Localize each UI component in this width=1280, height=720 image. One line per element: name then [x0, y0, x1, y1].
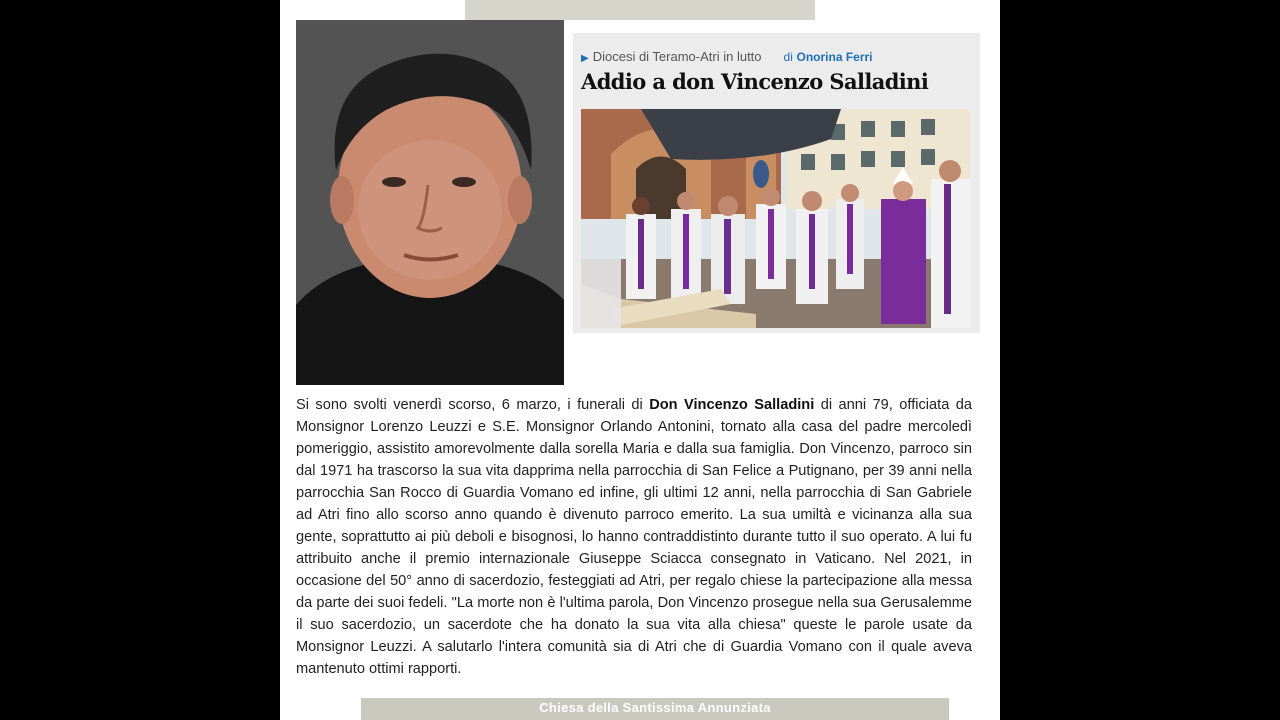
- kicker-row: [581, 49, 971, 67]
- article-page: [280, 0, 1000, 720]
- article-body: [296, 394, 972, 680]
- top-banner-bar: [465, 0, 815, 20]
- funeral-photo: [581, 109, 970, 328]
- author-prefix: di: [783, 50, 793, 64]
- photo-caption: Chiesa della Santissima Annunziata: [361, 698, 949, 720]
- article-header: [573, 33, 980, 333]
- body-bold-name: Don Vincenzo Salladini: [649, 397, 815, 413]
- section-kicker: Diocesi di Teramo-Atri in lutto: [592, 49, 762, 64]
- article-headline: Addio a don Vincenzo Salladini: [581, 69, 929, 94]
- body-rest: di anni 79, officiata da Monsignor Lorenzo Leuzzi e S.E. Monsignor Orlando Antonini, tornato alla casa del padre mercoledì pomeriggio, assistito amorevolmente dalla sorella Maria e dalla sua famiglia. Don Vincenzo, parroco sin dal 1971 ha trascorso la sua vita dapprima nella parrocchia di San Felice a Putignano, per 39 anni nella parrocchia San Rocco di Guardia Vomano ed infine, gli ultimi 12 anni, nella parrocchia di San Gabriele ad Atri fino allo scorso anno quando è divenuto parroco emerito. La sua umiltà e vicinanza alla sua gente, soprattutto ai più deboli e bisognosi, lo hanno contraddistinto durante tutto il suo operato. A lui fu attribuito anche il premio internazionale Giuseppe Sciacca consegnato in Vaticano. Nel 2021, in occasione del 50° anno di sacerdozio, festeggiati ad Atri, per regalo chiese la partecipazione alla messa da parte dei suoi fedeli. "La morte non è l'ultima parola, Don Vincenzo prosegue nella sua Gerusalemme il suo sacerdozio, un sacerdote che ha donato la sua vita alla chiesa" queste le parole usate da Monsignor Leuzzi. A salutarlo l'intera comunità sia di Atri che di Guardia Vomano con il quale aveva mantenuto ottimi rapporti.: [296, 397, 972, 677]
- body-intro: Si sono svolti venerdì scorso, 6 marzo, i funerali di: [296, 397, 650, 413]
- portrait-photo: [296, 20, 564, 385]
- triangle-right-icon: ▶: [581, 53, 589, 64]
- author-name: Onorina Ferri: [796, 50, 873, 64]
